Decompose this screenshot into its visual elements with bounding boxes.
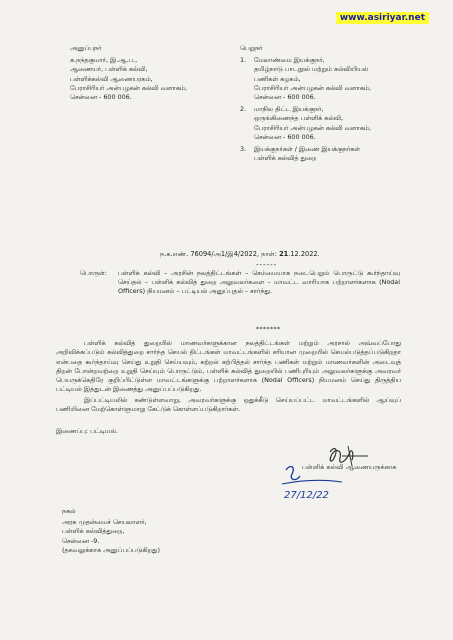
stamp-ink-stroke: [286, 467, 300, 480]
subject-label: பொருள்:: [80, 269, 107, 277]
separator-dashes: ------: [256, 261, 278, 269]
recipient-number: 1.: [240, 56, 247, 65]
recipient-label: பெறுநர்: [240, 44, 263, 52]
recipient-item: [240, 56, 420, 102]
recipient-line: இயக்குநர்கள் / இணை இயக்குநர்கள்: [254, 145, 361, 154]
recipient-line: பணிகள் கழகம்,: [254, 74, 301, 83]
recipient-line: தமிழ்நாடு பாடநூல் மற்றும் கல்வியியல்: [254, 65, 369, 74]
sender-line: பேராசிரியர் அன்பழகன் கல்வி வளாகம்,: [70, 83, 188, 92]
attachment-note: இணைப்பு: பட்டியல்.: [56, 427, 118, 435]
recipient-line: பள்ளிக் கல்வித் துறை: [254, 154, 317, 163]
letter-body: [56, 339, 401, 415]
copy-to-block: [62, 507, 262, 555]
subject-block: [80, 269, 400, 297]
reference-date-day: 21: [279, 250, 289, 258]
copy-line: பள்ளிக் கல்வித்துறை,: [62, 527, 125, 536]
sender-block: [70, 44, 220, 102]
signatory-title: பள்ளிக் கல்வி ஆணையருக்காக: [302, 463, 397, 471]
recipient-item: [240, 105, 420, 142]
sender-label: அனுப்புநர்: [70, 44, 102, 52]
watermark[interactable]: www.asiriyar.net: [336, 12, 429, 24]
copy-line: நகல்: [62, 507, 76, 515]
recipient-item: [240, 145, 420, 163]
body-paragraph: இப்பட்டியலில் கண்டுள்ளவாறு, அவரவர்களுக்கு ஒதுக்கீடு செய்யப்பட்ட மாவட்டங்களில் ஆய்வுப் பணியினை மேற்கொள்ளுமாறு கேட்டுக் கொள்ளப்படுகிறார்கள்.: [56, 395, 401, 414]
recipient-number: 3.: [240, 145, 247, 154]
reference-prefix: ந.க.எண். 76094/அ1/இ4/2022, நாள்:: [160, 250, 280, 258]
sender-line: க.நந்தகுமார், இ.ஆ.ப.,: [70, 56, 138, 65]
reference-date-rest: .12.2022.: [288, 250, 320, 258]
sender-line: ஆணையர், பள்ளிக் கல்வி,: [70, 65, 148, 74]
stamp-ink-stroke: [282, 480, 342, 484]
body-paragraph: பள்ளிக் கல்வித் துறையில் மாணவர்களுக்கான நலத்திட்டங்கள் மற்றும் அரசால் அவ்வப்போது அறிவிக்கப்படும் கல்வித்துறை சார்ந்த செயல் திட்டங்கள் மாவட்டங்களில் சரியான முறையில் செயல்படுத்தப்படுகிறதா என்பதை கூர்ந்தாய்வு செய்து உறுதி செய்யவும், கற்றல் கற்பித்தல் சார்ந்த பணிகள் மற்றும் மாணவர்களின் அடைவுத் திறன் போன்றவற்றை உறுதி செய்யும் பொருட்டும், பள்ளிக் கல்வித் துறையில் பணிபுரியும் அலுவலர்களுக்கு அவரவர் பெயருக்கெதிரே குறிப்பிட்டுள்ள மாவட்டங்களுக்கு பற்றாளர்களாக (Nodal Officers) நியமனம் செய்து திருத்திய பட்டியல் இத்துடன் இணைத்து அனுப்பப்படுகிறது.: [56, 339, 401, 394]
stamp-date-handwritten: 27/12/22: [284, 490, 329, 501]
recipient-line: மேலாண்மை இயக்குநர்,: [254, 56, 325, 65]
subject-text: பள்ளிக் கல்வி – அரசின் நலத்திட்டங்கள் – செம்மையாக நடைபெறும் பொருட்டு கூர்ந்தாய்வு செய்தல் – பள்ளிக் கல்வித் துறை அலுவலர்களை – மாவட்ட வாரியாக பற்றாளர்களாக (Nodal Officers) நியமனம் – பட்டியல் அனுப்புதல் – சார்ந்து.: [118, 269, 400, 296]
recipient-line: சென்னை - 600 006.: [254, 93, 316, 102]
copy-line: சென்னை -9.: [62, 536, 100, 545]
copy-line: அரசு முதன்மைச் செயலாளர்,: [62, 518, 147, 527]
recipient-line: ஒருங்கிணைந்த பள்ளிக் கல்வி,: [254, 114, 343, 123]
signature-stamp-image: [272, 444, 422, 504]
recipient-line: மாநில திட்ட இயக்குநர்,: [254, 105, 324, 114]
recipient-line: சென்னை - 600 006.: [254, 132, 316, 141]
separator-stars: *******: [256, 326, 281, 333]
recipient-line: பேராசிரியர் அன்பழகன் கல்வி வளாகம்,: [254, 83, 372, 92]
reference-number: [160, 250, 320, 259]
sender-line: சென்னை - 600 006.: [70, 93, 132, 102]
recipient-number: 2.: [240, 105, 247, 114]
sender-line: பள்ளிக்கல்வி ஆணையரகம்,: [70, 74, 153, 83]
recipient-block: [240, 44, 420, 166]
copy-line: (தகவலுக்காக அனுப்பப்படுகிறது): [62, 545, 160, 554]
recipient-line: பேராசிரியர் அன்பழகன் கல்வி வளாகம்,: [254, 123, 372, 132]
